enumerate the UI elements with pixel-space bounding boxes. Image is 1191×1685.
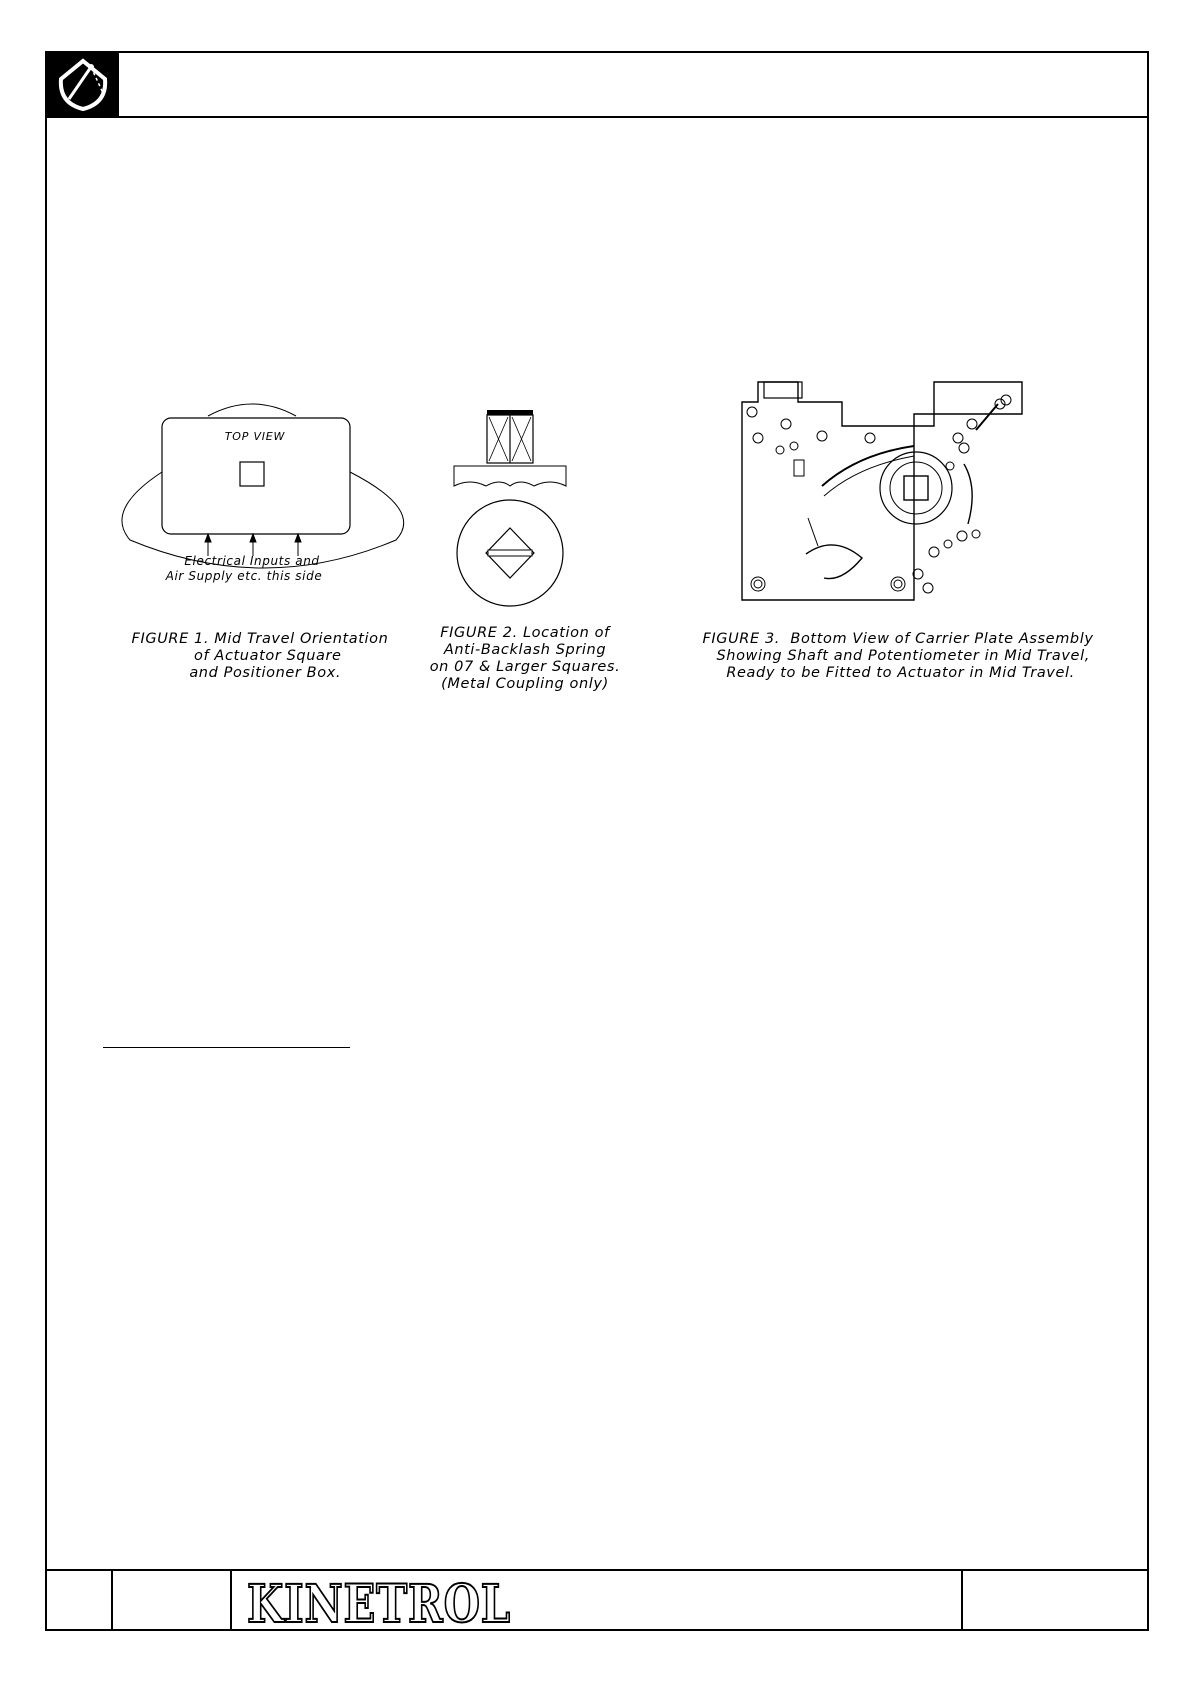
figure-2-drawing xyxy=(450,406,570,606)
footer-cell-divider-2 xyxy=(230,1569,232,1631)
figure-1-view-label: TOP VIEW xyxy=(224,430,286,443)
page-frame xyxy=(45,51,1149,1631)
figure-2-caption: FIGURE 2. Location of Anti-Backlash Spring on 07 & Larger Squares. (Metal Coupling only) xyxy=(429,625,621,692)
figure-1-caption: FIGURE 1. Mid Travel Orientation of Actuator Square and Positioner Box. xyxy=(131,631,389,681)
footer-divider xyxy=(45,1569,1149,1571)
figure-1-note-line-1: Electrical Inputs and xyxy=(184,554,320,568)
section-underline xyxy=(103,1047,350,1048)
kinetrol-logo xyxy=(245,1574,515,1635)
brand-wordmark: KINETROL xyxy=(247,1574,511,1635)
figure-3-caption: FIGURE 3. Bottom View of Carrier Plate Assembly Showing Shaft and Potentiometer in Mid Travel, Ready to be Fitted to Actuator in Mid Travel. xyxy=(702,631,1094,681)
footer-cell-divider-3 xyxy=(961,1569,963,1631)
figure-1-note-line-2: Air Supply etc. this side xyxy=(165,569,323,583)
figure-1-drawing xyxy=(124,400,404,590)
footer-cell-divider-1 xyxy=(111,1569,113,1631)
figure-3-drawing xyxy=(738,378,1026,610)
header-divider xyxy=(45,116,1149,118)
kinetrol-valve-logo-icon xyxy=(47,53,119,117)
